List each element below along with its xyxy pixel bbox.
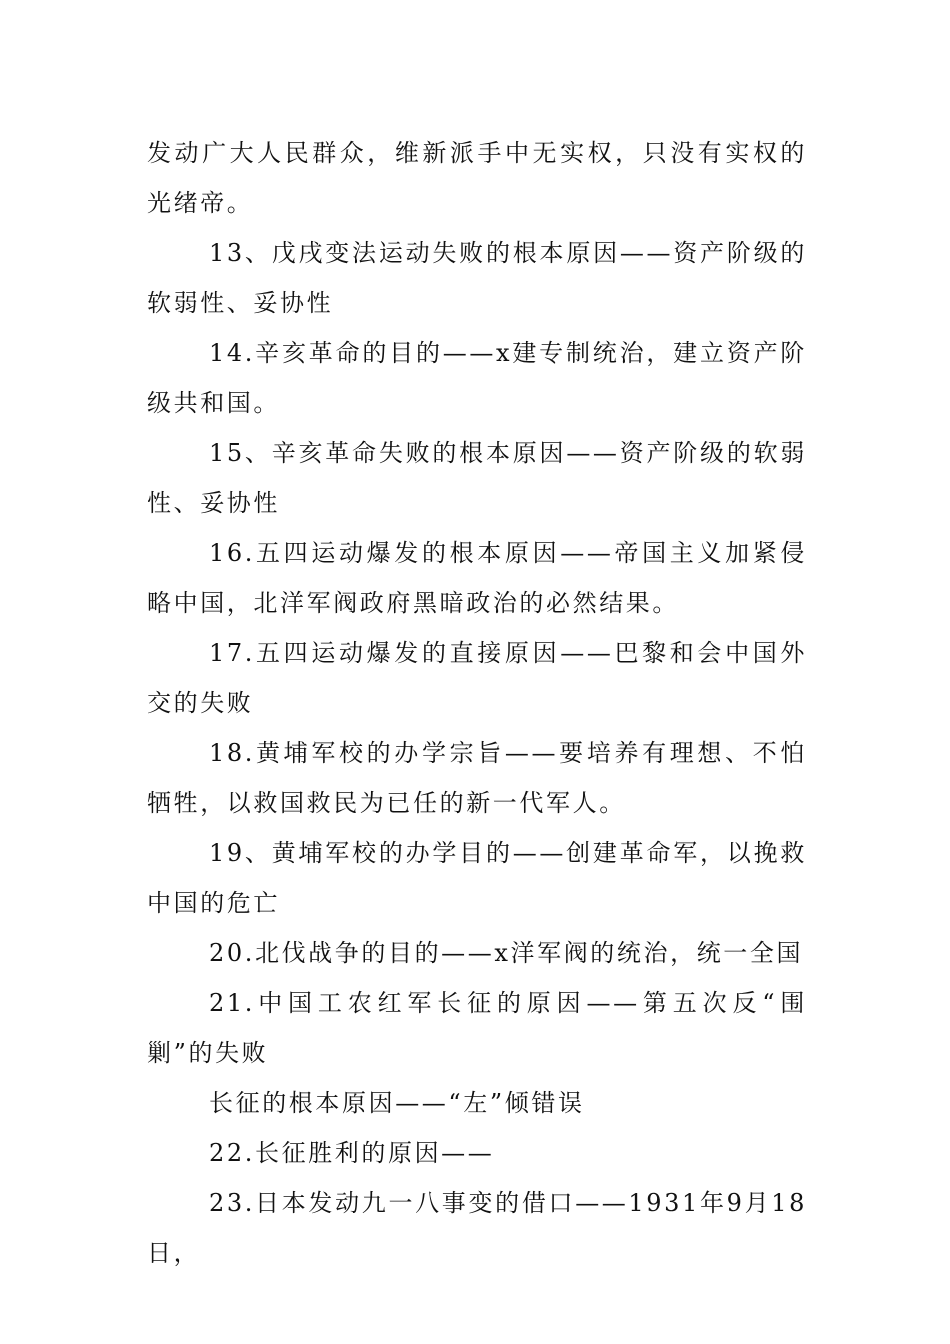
paragraph-19: 19、黄埔军校的办学目的——创建革命军，以挽救中国的危亡 xyxy=(147,839,807,917)
paragraph-23: 23.日本发动九一八事变的借口——1931年9月18日， xyxy=(147,1189,807,1267)
paragraph-16: 16.五四运动爆发的根本原因——帝国主义加紧侵略中国，北洋军阀政府黑暗政治的必然结果。 xyxy=(147,539,807,617)
paragraph-13: 13、戊戌变法运动失败的根本原因——资产阶级的软弱性、妥协性 xyxy=(147,239,807,317)
document-body xyxy=(147,128,807,1278)
paragraph-20: 20.北伐战争的目的——x洋军阀的统治，统一全国 xyxy=(209,939,804,967)
paragraph-17: 17.五四运动爆发的直接原因——巴黎和会中国外交的失败 xyxy=(147,639,807,717)
paragraph-14: 14.辛亥革命的目的——x建专制统治，建立资产阶级共和国。 xyxy=(147,339,807,417)
paragraph-15: 15、辛亥革命失败的根本原因——资产阶级的软弱性、妥协性 xyxy=(147,439,807,517)
paragraph-21: 21.中国工农红军长征的原因——第五次反“围剿”的失败 xyxy=(147,989,807,1067)
paragraph-21-sub: 长征的根本原因——“左”倾错误 xyxy=(209,1089,585,1117)
paragraph-22: 22.长征胜利的原因—— xyxy=(209,1139,495,1167)
paragraph-continuation: 发动广大人民群众，维新派手中无实权，只没有实权的光绪帝。 xyxy=(147,139,807,217)
paragraph-18: 18.黄埔军校的办学宗旨——要培养有理想、不怕牺牲，以救国救民为已任的新一代军人。 xyxy=(147,739,807,817)
